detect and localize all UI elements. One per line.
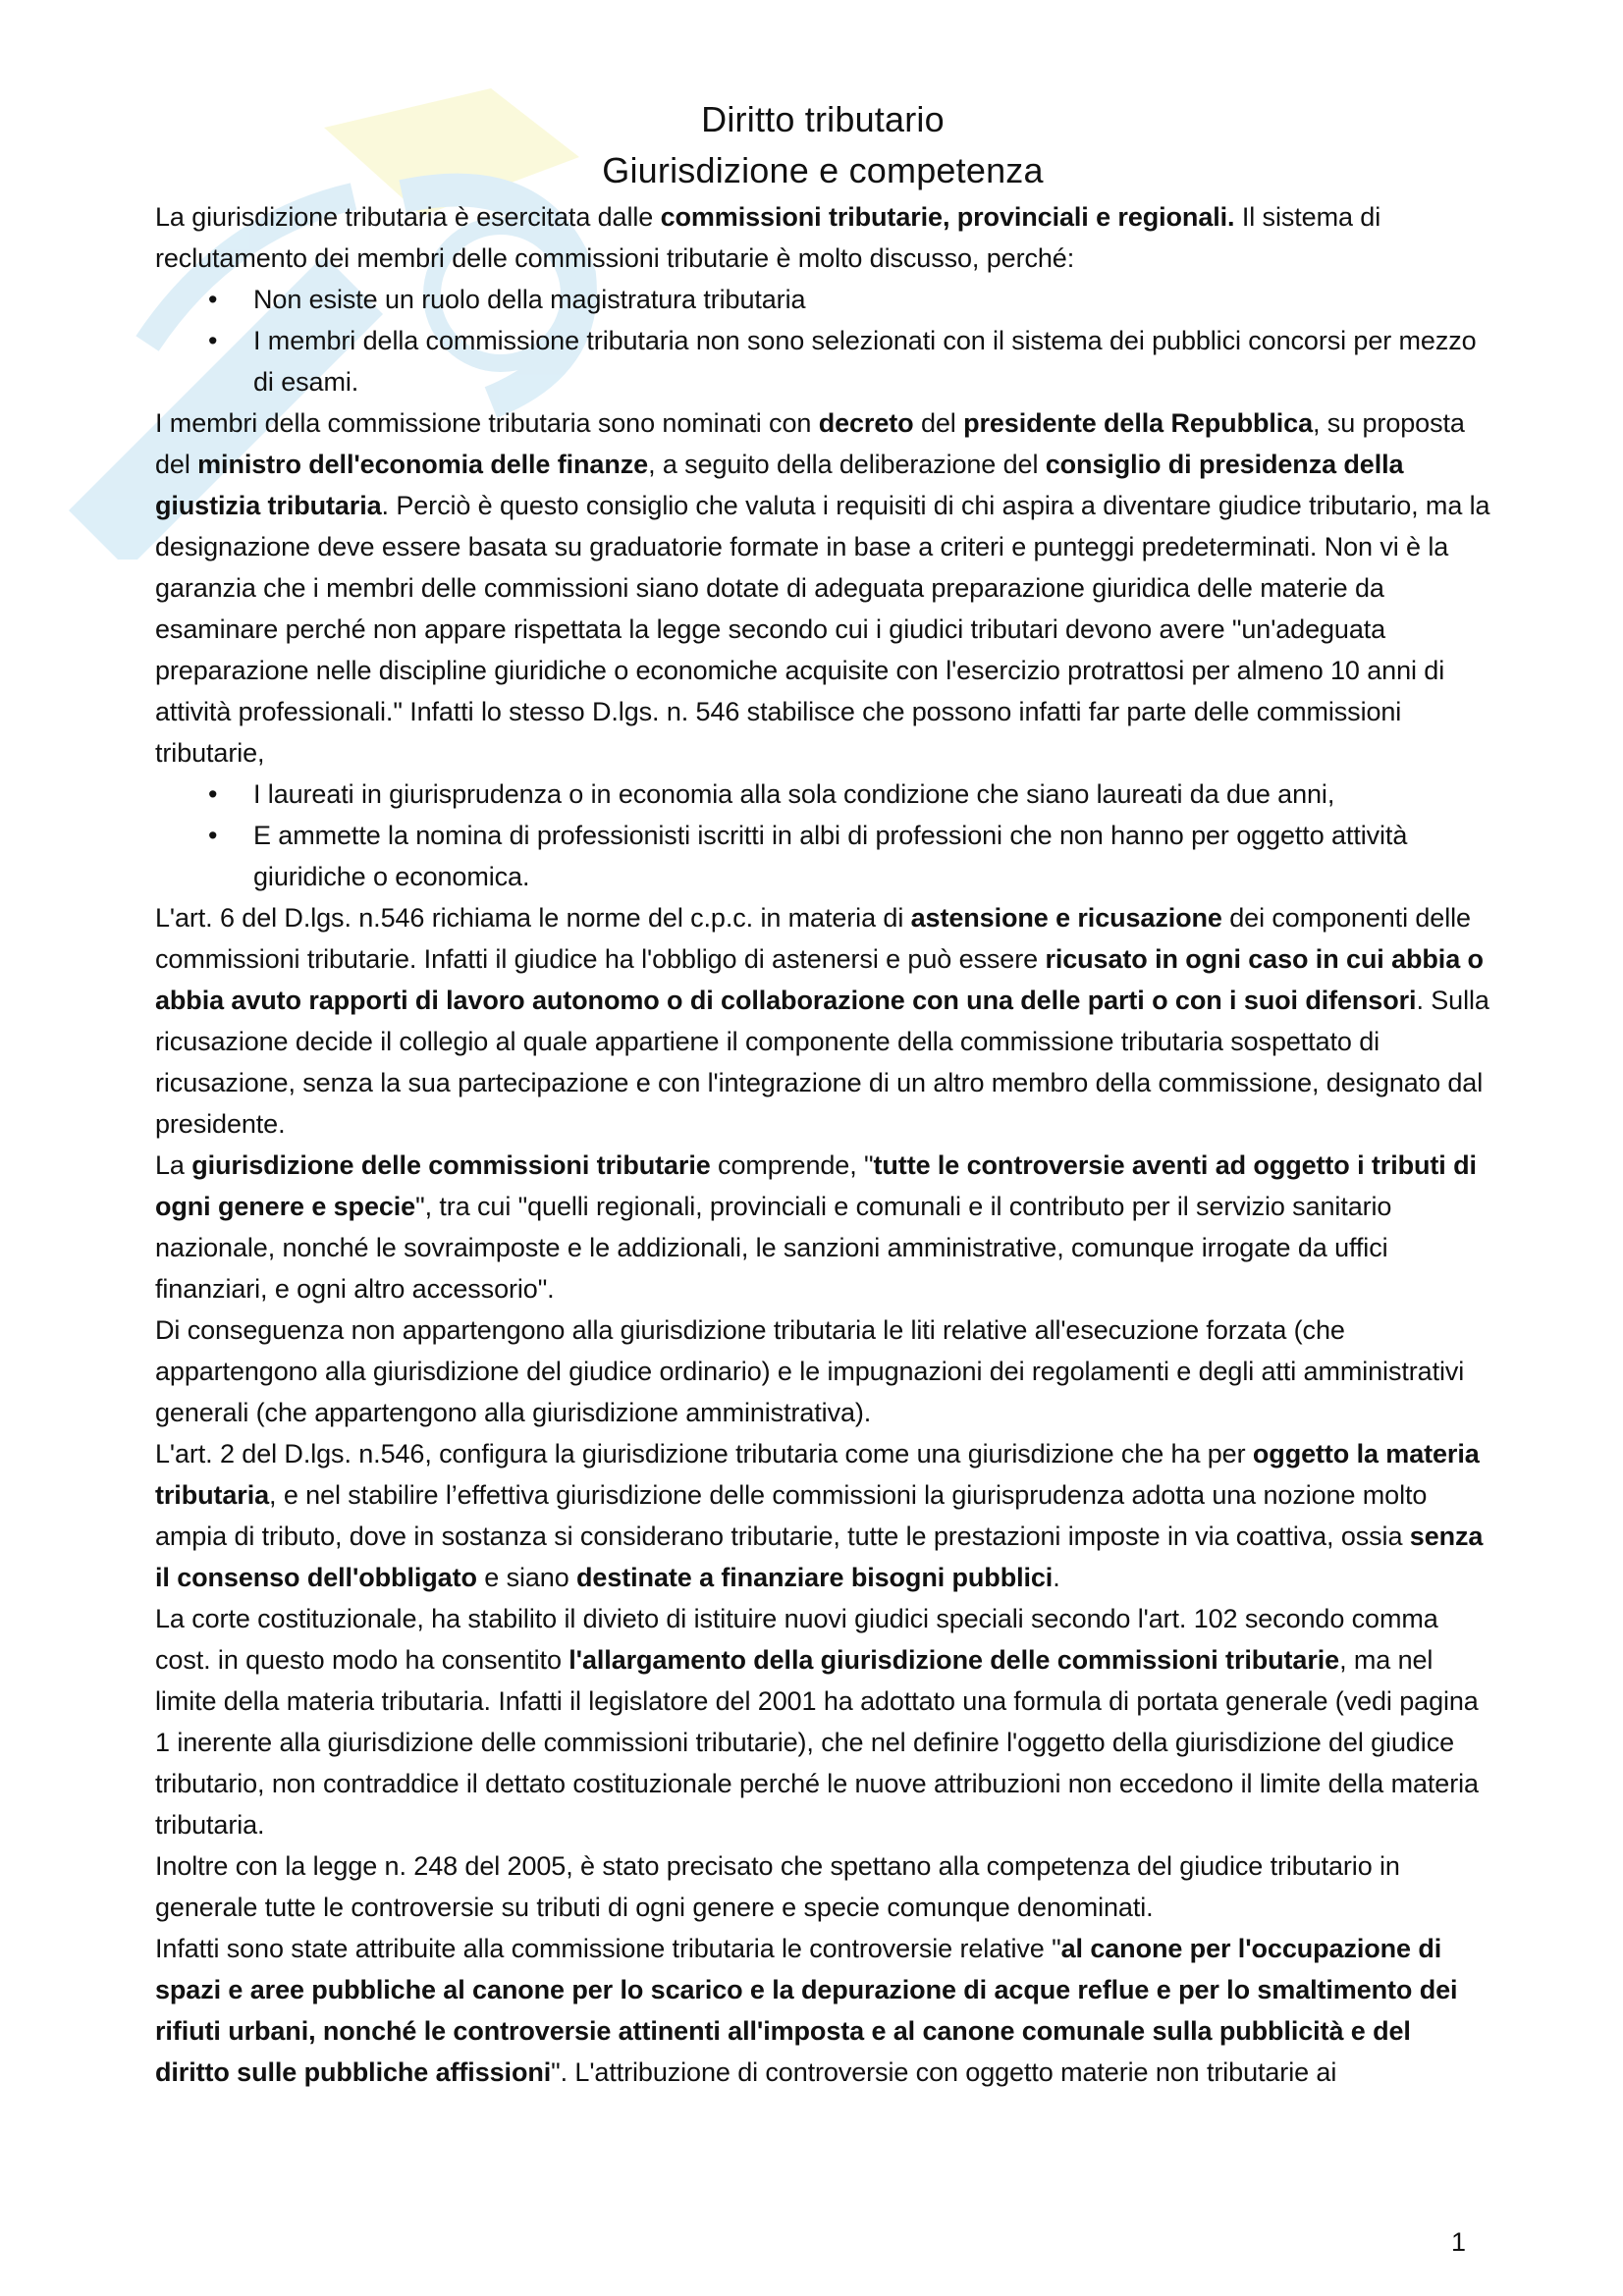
text-run: E ammette la nomina di professionisti iscritti in albi di professioni che non hanno per oggetto attività giuridiche o economica. [253,821,1408,891]
bold-text: giurisdizione delle commissioni tributarie [191,1150,711,1180]
bold-text: ministro dell'economia delle finanze [197,450,649,479]
text-run: e siano [476,1563,577,1592]
list-item [208,815,1490,897]
text-run: I membri della commissione tributaria non sono selezionati con il sistema dei pubblici concorsi per mezzo di esami. [253,326,1477,397]
text-run: Non esiste un ruolo della magistratura tributaria [253,285,806,314]
paragraph [155,1145,1490,1309]
bold-text: astensione e ricusazione [910,903,1222,933]
title-line-1: Diritto tributario [701,99,945,139]
bold-text: al canone per l'occupazione di spazi e aree pubbliche al canone per lo scarico e la depurazione di acque reflue e per lo smaltimento dei rifiuti urbani, nonché le controversie attinenti all'imposta e al canone comunale sulla pubblicità e del diritto sulle pubbliche affissioni [155,1934,1458,2087]
text-run: . Perciò è questo consiglio che valuta i requisiti di chi aspira a diventare giudice tributario, ma la designazione deve essere basata su graduatorie formate in base a criteri e punteggi predeterminati. Non vi è la garanzia che i membri delle commissioni siano dotate di adeguata preparazione giuridica delle materie da esaminare perché non appare rispettata la legge secondo cui i giudici tributari devono avere "un'adeguata preparazione nelle discipline giuridiche o economiche acquisite con l'esercizio protrattosi per almeno 10 anni di attività professionali." Infatti lo stesso D.lgs. n. 546 stabilisce che possono infatti far parte delle commissioni tributarie, [155,491,1490,768]
text-run: I membri della commissione tributaria sono nominati con [155,408,819,438]
list-item [208,774,1490,815]
bold-text: consiglio di presidenza della giustizia tributaria [155,450,1404,520]
bold-text: senza il consenso dell'obbligato [155,1522,1484,1592]
text-run: del [913,408,964,438]
paragraph [155,1598,1490,1845]
bold-text: destinate a finanziare bisogni pubblici [576,1563,1054,1592]
bold-text: l'allargamento della giurisdizione delle commissioni tributarie [568,1645,1340,1675]
bullet-icon: • [208,285,218,314]
paragraph [155,1433,1490,1598]
text-run: , a seguito della deliberazione del [648,450,1046,479]
text-run: comprende, " [710,1150,874,1180]
bullet-icon: • [208,326,218,355]
paragraph [155,1309,1490,1433]
text-run: Il sistema di reclutamento dei membri delle commissioni tributarie è molto discusso, perché: [155,202,1381,273]
bold-text: commissioni tributarie, provinciali e regionali. [660,202,1235,232]
bold-text: decreto [818,408,914,438]
text-run: . Sulla ricusazione decide il collegio al quale appartiene il componente della commissione tributaria sospettato di ricusazione, senza la sua partecipazione e con l'integrazione di un altro membro della commissione, designato dal presidente. [155,986,1489,1139]
paragraph [155,1928,1490,2093]
text-run: I laureati in giurisprudenza o in economia alla sola condizione che siano laureati da due anni, [253,779,1335,809]
text-run: L'art. 2 del D.lgs. n.546, configura la giurisdizione tributaria come una giurisdizione che ha per [155,1439,1253,1468]
bullet-icon: • [208,821,218,850]
text-run: Infatti sono state attribuite alla commissione tributaria le controversie relative " [155,1934,1061,1963]
text-run: La corte costituzionale, ha stabilito il divieto di istituire nuovi giudici speciali secondo l'art. 102 secondo comma cost. in questo modo ha consentito [155,1604,1438,1675]
paragraph [155,402,1490,774]
paragraph [155,1845,1490,1928]
text-run: Di conseguenza non appartengono alla giurisdizione tributaria le liti relative all'esecuzione forzata (che appartengono alla giurisdizione del giudice ordinario) e le impugnazioni dei regolamenti e degli atti amministrativi generali (che appartengono alla giurisdizione amministrativa). [155,1315,1465,1427]
title-line-2: Giurisdizione e competenza [602,150,1044,190]
text-run: L'art. 6 del D.lgs. n.546 richiama le norme del c.p.c. in materia di [155,903,911,933]
text-run: dei componenti delle commissioni tributarie. Infatti il giudice ha l'obbligo di astenersi e può essere [155,903,1471,974]
document-page [155,94,1490,2093]
bullet-icon: • [208,779,218,809]
paragraph [155,196,1490,279]
document-title [155,94,1490,196]
bold-text: oggetto la materia tributaria [155,1439,1480,1510]
list-item [208,279,1490,320]
text-run: ", tra cui "quelli regionali, provinciali e comunali e il contributo per il servizio sanitario nazionale, nonché le sovraimposte e le addizionali, le sanzioni amministrative, comunque irrogate da uffici finanziari, e ogni altro accessorio". [155,1192,1392,1304]
text-run: , ma nel limite della materia tributaria. Infatti il legislatore del 2001 ha adottato una formula di portata generale (vedi pagina 1 inerente alla giurisdizione delle commissioni tributarie), che nel definire l'oggetto della giurisdizione del giudice tributario, non contraddice il dettato costituzionale perché le nuove attribuzioni non eccedono il limite della materia tributaria. [155,1645,1479,1840]
text-run: . [1053,1563,1060,1592]
text-run: La [155,1150,192,1180]
bold-text: tutte le controversie aventi ad oggetto i tributi di ogni genere e specie [155,1150,1477,1221]
bold-text: ricusato in ogni caso in cui abbia o abbia avuto rapporti di lavoro autonomo o di collaborazione con una delle parti o con i suoi difensori [155,944,1484,1015]
text-run: , su proposta del [155,408,1465,479]
page-number: 1 [1451,2227,1467,2257]
bullet-list [155,774,1490,897]
document-body [155,196,1490,2093]
text-run: La giurisdizione tributaria è esercitata dalle [155,202,661,232]
bold-text: presidente della Repubblica [963,408,1313,438]
text-run: ". L'attribuzione di controversie con oggetto materie non tributarie ai [551,2057,1337,2087]
text-run: Inoltre con la legge n. 248 del 2005, è stato precisato che spettano alla competenza del giudice tributario in generale tutte le controversie su tributi di ogni genere e specie comunque denominati. [155,1851,1400,1922]
text-run: , e nel stabilire l’effettiva giurisdizione delle commissioni la giurisprudenza adotta una nozione molto ampia di tributo, dove in sostanza si considerano tributarie, tutte le prestazioni imposte in via coattiva, ossia [155,1480,1428,1551]
list-item [208,320,1490,402]
paragraph [155,897,1490,1145]
bullet-list [155,279,1490,402]
